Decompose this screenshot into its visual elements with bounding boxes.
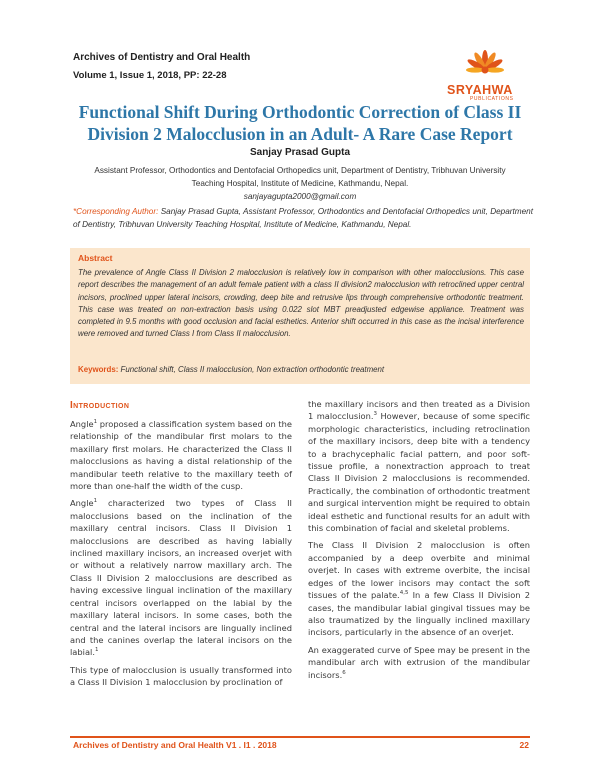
right-column: [308, 398, 530, 686]
paragraph: An exaggerated curve of Spee may be present in the mandibular arch with extrusion of the mandibular incisors.$^6$: [308, 644, 530, 680]
keywords-label: Keywords:: [78, 365, 119, 374]
journal-name: Archives of Dentistry and Oral Health: [73, 52, 251, 63]
paragraph: Angle$^1$ characterized two types of Class II malocclusions based on the inclination of the maxillary central incisors. Class II Division 1 malocclusions are described as having labially inclined maxillary incisors, an increased overjet with or without a relatively narrow maxillary arch. The Class II Division 2 malocclusions are described as having excessive lingual inclination of the maxillary central incisors overlapped on the labial by the maxillary lateral incisors. In some cases, both the central and the lateral incisors are lingually inclined and the canines overlap the lateral incisors on the labial.$^1$: [70, 498, 292, 658]
author-name: Sanjay Prasad Gupta: [249, 147, 351, 158]
footer-journal: Archives of Dentistry and Oral Health V1 . I1 . 2018: [73, 740, 277, 750]
paragraph: This type of malocclusion is usually transformed into a Class II Division 1 malocclusion by proclination of: [70, 664, 292, 688]
logo-text: SRYAHWA: [447, 83, 513, 97]
author-affiliation: Assistant Professor, Orthodontics and Dentofacial Orthopedics unit, Department of Dentistry, Tribhuvan University Teaching Hospital, Institute of Medicine, Kathmandu, Nepal.: [94, 166, 506, 188]
logo-subtext: PUBLICATIONS: [470, 96, 514, 102]
paragraph: Angle$^1$ proposed a classification system based on the relationship of the mandibular first molars to the maxillary first molars. He characterized the Class II malocclusions as having a distal relationship of the mandibular teeth relative to the maxillary teeth of more than one-half the width of the cusp.: [70, 419, 292, 492]
keywords-text: Functional shift, Class II malocclusion, Non extraction orthodontic treatment: [118, 365, 385, 374]
abstract-box: [70, 248, 530, 384]
corresponding-text: Sanjay Prasad Gupta, Assistant Professor, Orthodontics and Dentofacial Orthopedics unit, Department of Dentistry, Tribhuvan University Teaching Hospital, Institute of Medicine, Kathmandu, Nepal.: [73, 207, 533, 229]
section-heading-introduction: Introduction: [70, 400, 130, 411]
keywords: [78, 365, 524, 374]
corresponding-label: *Corresponding Author:: [73, 207, 159, 216]
paragraph: The Class II Division 2 malocclusion is often accompanied by a deep overbite and minimal overjet. In cases with extreme overbite, the incisal edges of the lower incisors may contact the soft tissues of the palate.$^{4,5}$ In a few Class II Division 2 cases, the mandibular labial gingival tissues may be also traumatized by the lingually inclined maxillary incisors, particularly in the absence of an overjet.: [308, 540, 530, 638]
left-column: [70, 418, 292, 694]
article-title: Functional Shift During Orthodontic Correction of Class II Division 2 Malocclusion in an Adult- A Rare Case Report: [78, 102, 522, 144]
page-number: 22: [519, 740, 529, 750]
issue-line: Volume 1, Issue 1, 2018, PP: 22-28: [73, 70, 227, 81]
abstract-text: The prevalence of Angle Class II Division 2 malocclusion is relatively low in comparison with other malocclusions. This case report describes the management of an adult female patient with a class II division2 malocclusion with retroclined upper central incisors, proclined upper lateral incisors, crowding, deep bite and retrusive lips through comprehensive orthodontic treatment. This case was treated on non-extraction basis using 0.022 slot MBT preadjusted edgewise appliance. Treatment was completed in 9.5 months with good occlusion and facial esthetics. Anterior shift occurred in this case as the incisal interference were removed and turned Class I from Class II malocclusion.: [78, 268, 524, 339]
abstract-heading: Abstract: [78, 253, 113, 263]
footer-divider: [70, 736, 530, 738]
corresponding-author: [73, 205, 533, 231]
paragraph: the maxillary incisors and then treated as a Division 1 malocclusion.$^3$ However, because of some specific morphologic characteristics, including retroclination of the maxillary incisors, deep bite with a tendency to a brachycephalic facial pattern, and poor soft-tissue profile, a nonextraction approach to treat Class II Division 2 malocclusions is recommended. Practically, the combination of orthodontic treatment and surgical intervention might be required to obtain ideal esthetic and functional results for an adult with this combination of facial and skeletal problems.: [308, 399, 530, 534]
author-email[interactable]: sanjayagupta2000@gmail.com: [243, 192, 357, 201]
